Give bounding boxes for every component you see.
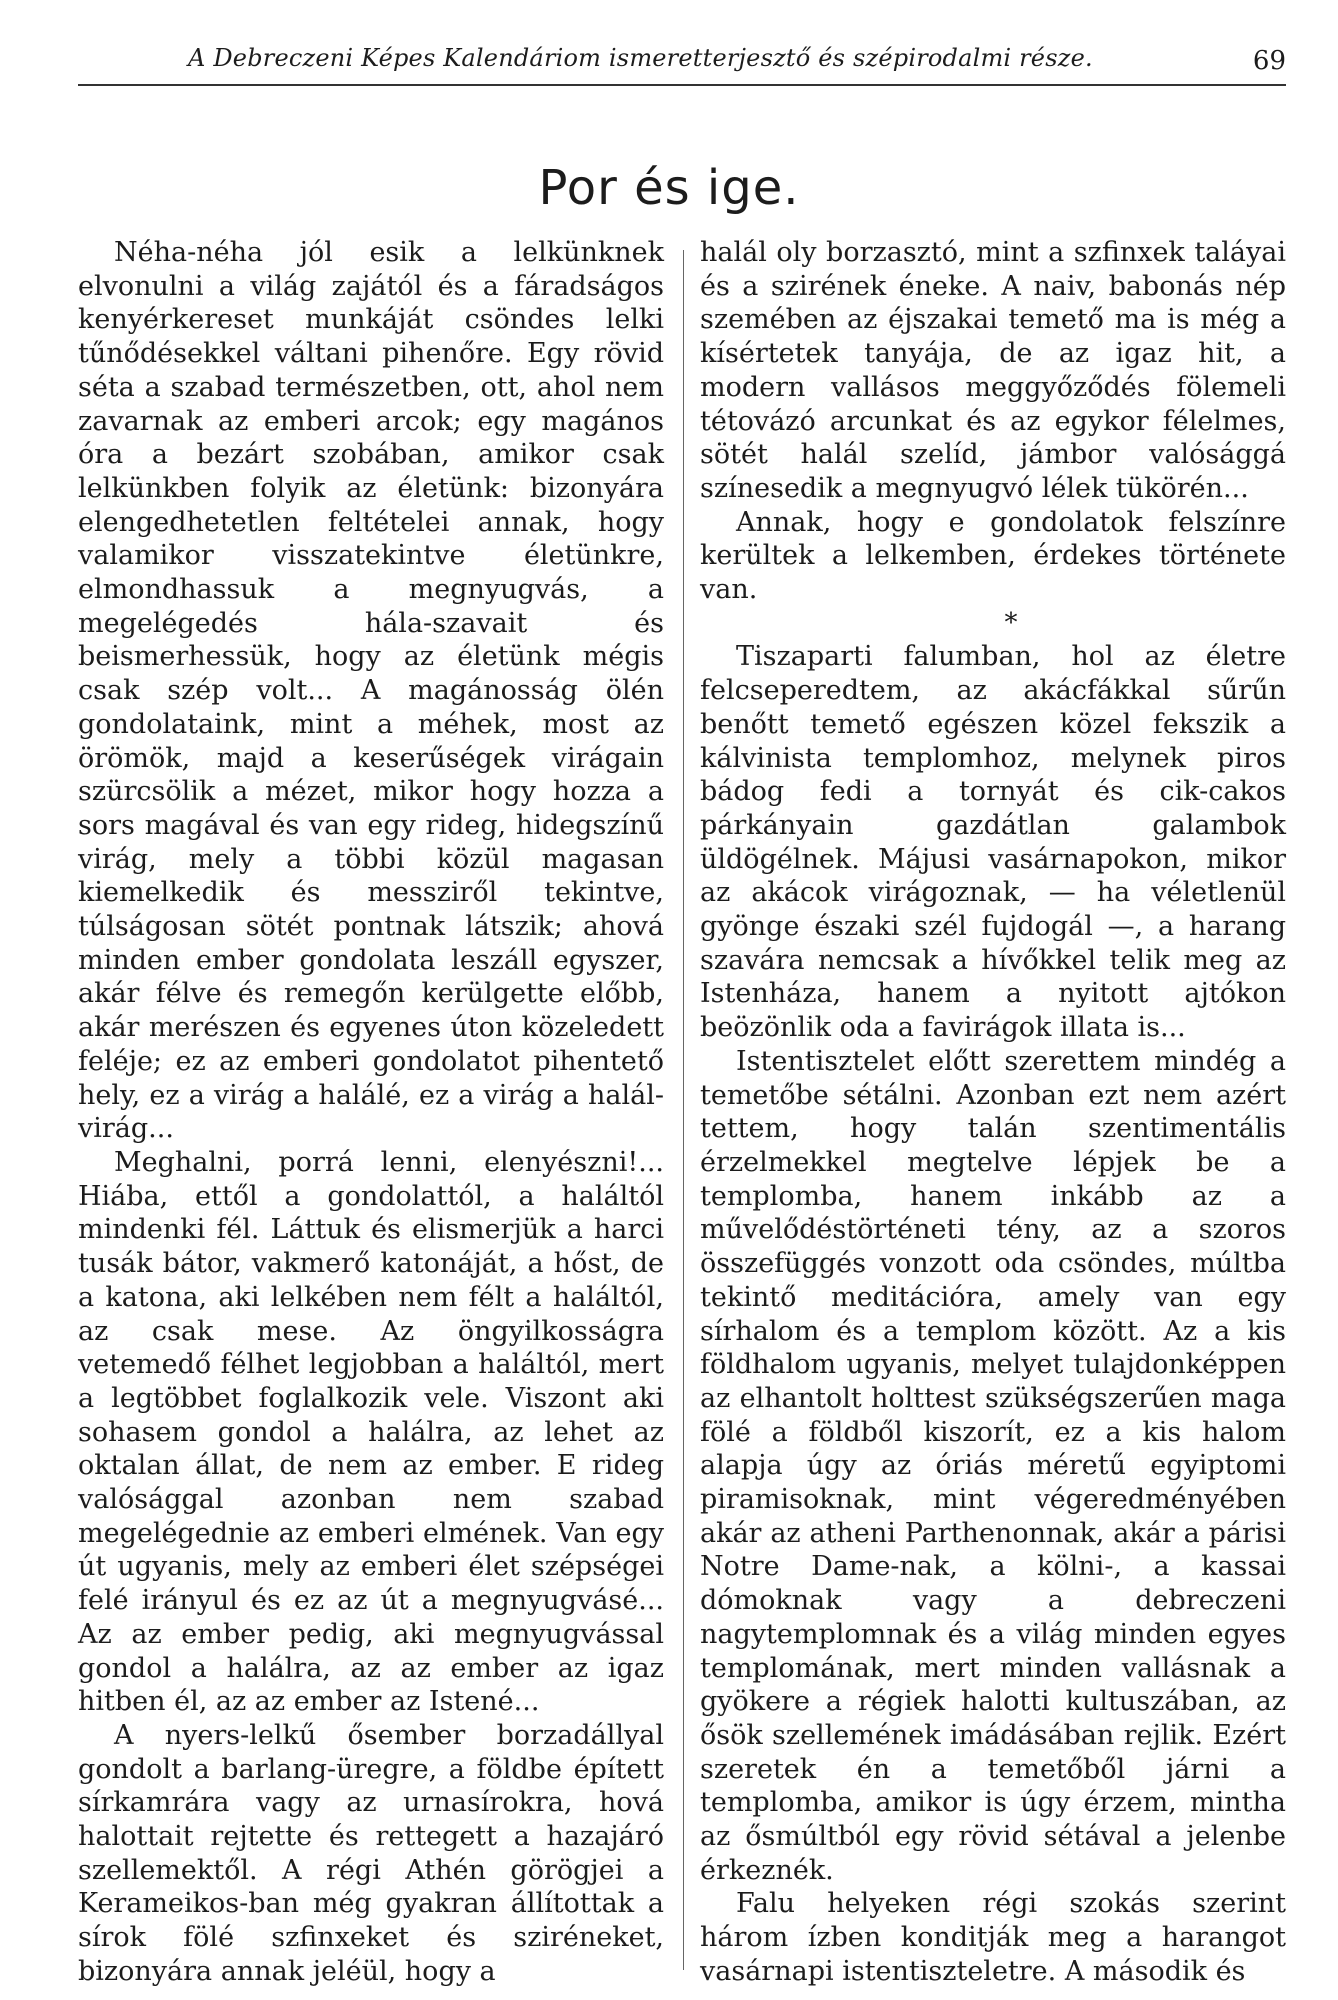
paragraph: Tiszaparti falumban, hol az életre felcseperedtem, az akácfákkal sűrűn benőtt temető egészen közel fekszik a kálvinista templomhoz, melynek piros bádog fedi a tornyát és cik-cakos párkányain gazdátlan galambok üldögélnek. Májusi vasárnapokon, mikor az akácok virágoznak, — ha véletlenül gyönge északi szél fujdogál —, a harang szavára nemcsak a hívőkkel telik meg az Istenháza, hanem a nyitott ajtókon beözönlik oda a favirágok illata is... <box>700 641 1286 1044</box>
right-column <box>700 236 1286 1989</box>
section-separator: * <box>1004 607 1018 638</box>
paragraph: Néha-néha jól esik a lelkünknek elvonulni a világ zajától és a fáradságos kenyérkereset munkáját csöndes lelki tűnődésekkel váltani pihenőre. Egy rövid séta a szabad természetben, ott, ahol nem zavarnak az emberi arcok; egy magános óra a bezárt szobában, amikor csak lelkünkben folyik az életünk: bizonyára elengedhetetlen feltételei annak, hogy valamikor visszatekintve életünkre, elmondhassuk a megnyugvás, a megelégedés hála-szavait és beismerhessük, hogy az életünk mégis csak szép volt... A magánosság ölén gondolataink, mint a méhek, most az örömök, majd a keserűségek virágain szürcsölik a mézet, mikor hogy hozza a sors magával és van egy rideg, hidegszínű virág, mely a többi közül magasan kiemelkedik és messziről tekintve, túlságosan sötét pontnak látszik; ahová minden ember gondolata leszáll egyszer, akár félve és remegőn kerülgette előbb, akár merészen és egyenes úton közeledett feléje; ez az emberi gondolatot pihentető hely, ez a virág a halálé, ez a virág a halál-virág... <box>78 237 664 1145</box>
paragraph: A nyers-lelkű ősember borzadállyal gondolt a barlang-üregre, a földbe épített sírkamrára vagy az urnasírokra, hová halottait rejtette és rettegett a hazajáró szellemektől. A régi Athén görögjei a Kerameikos-ban még gyakran állítottak a sírok fölé szfinxeket és sziréneket, bizonyára annak jeléül, hogy a <box>78 1719 664 1987</box>
header-title: A Debreczeni Képes Kalendáriom ismeretterjesztő és szépirodalmi része. <box>188 44 1093 72</box>
running-header <box>78 44 1286 86</box>
paragraph: Meghalni, porrá lenni, elenyészni!... Hiába, ettől a gondolattól, a haláltól mindenki fél. Láttuk és elismerjük a harci tusák bátor, vakmerő katonáját, a hőst, de a katona, aki lelkében nem félt a haláltól, az csak mese. Az öngyilkosságra vetemedő félhet legjobban a haláltól, mert a legtöbbet foglalkozik vele. Viszont aki sohasem gondol a halálra, az lehet az oktalan állat, de nem az ember. E rideg valósággal azonban nem szabad megelégednie az emberi elmének. Van egy út ugyanis, mely az emberi élet szépségei felé irányul és ez az út a megnyugvásé... Az az ember pedig, aki megnyugvással gondol a halálra, az az ember az igaz hitben él, az az ember az Istené... <box>78 1146 664 1718</box>
paragraph: halál oly borzasztó, mint a szfinxek taláyai és a szirének éneke. A naiv, babonás nép szemében az éjszakai temető ma is még a kísértetek tanyája, de az igaz hit, a modern vallásos meggyőződés fölemeli tétovázó arcunkat és az egykor félelmes, sötét halál szelíd, jámbor valósággá színesedik a megnyugvó lélek tükörén... <box>700 237 1286 504</box>
article-title: Por és ige. <box>538 160 800 216</box>
left-column <box>78 236 664 1989</box>
paragraph: Istentisztelet előtt szerettem mindég a temetőbe sétálni. Azonban ezt nem azért tettem, hogy talán szentimentális érzelmekkel megtelve lépjek be a templomba, hanem inkább az a művelődéstörténeti tény, az a szoros összefüggés vonzott oda csöndes, múltba tekintő meditációra, amely van egy sírhalom és a templom között. Az a kis földhalom ugyanis, melyet tulajdonképpen az elhantolt holttest szükségszerűen maga fölé a földből kiszorít, ez a kis halom alapja úgy az óriás méretű egyiptomi piramisoknak, mint végeredményében akár az atheni Parthenonnak, akár a párisi Notre Dame-nak, a kölni-, a kassai dómoknak vagy a debreczeni nagytemplomnak és a világ minden egyes templomának, mert minden vallásnak a gyökere a régiek halotti kultuszában, az ősök szellemének imádásában rejlik. Ezért szeretek én a temetőből járni a templomba, amikor is úgy érzem, mintha az ősmúltból egy rövid sétával a jelenbe érkeznék. <box>700 1045 1286 1886</box>
page-number: 69 <box>1252 46 1286 76</box>
paragraph: Annak, hogy e gondolatok felszínre kerültek a lelkemben, érdekes története van. <box>700 506 1286 606</box>
paragraph: Falu helyeken régi szokás szerint három ízben konditják meg a harangot vasárnapi istentiszteletre. A második és <box>700 1888 1286 1987</box>
column-divider <box>683 250 684 1970</box>
